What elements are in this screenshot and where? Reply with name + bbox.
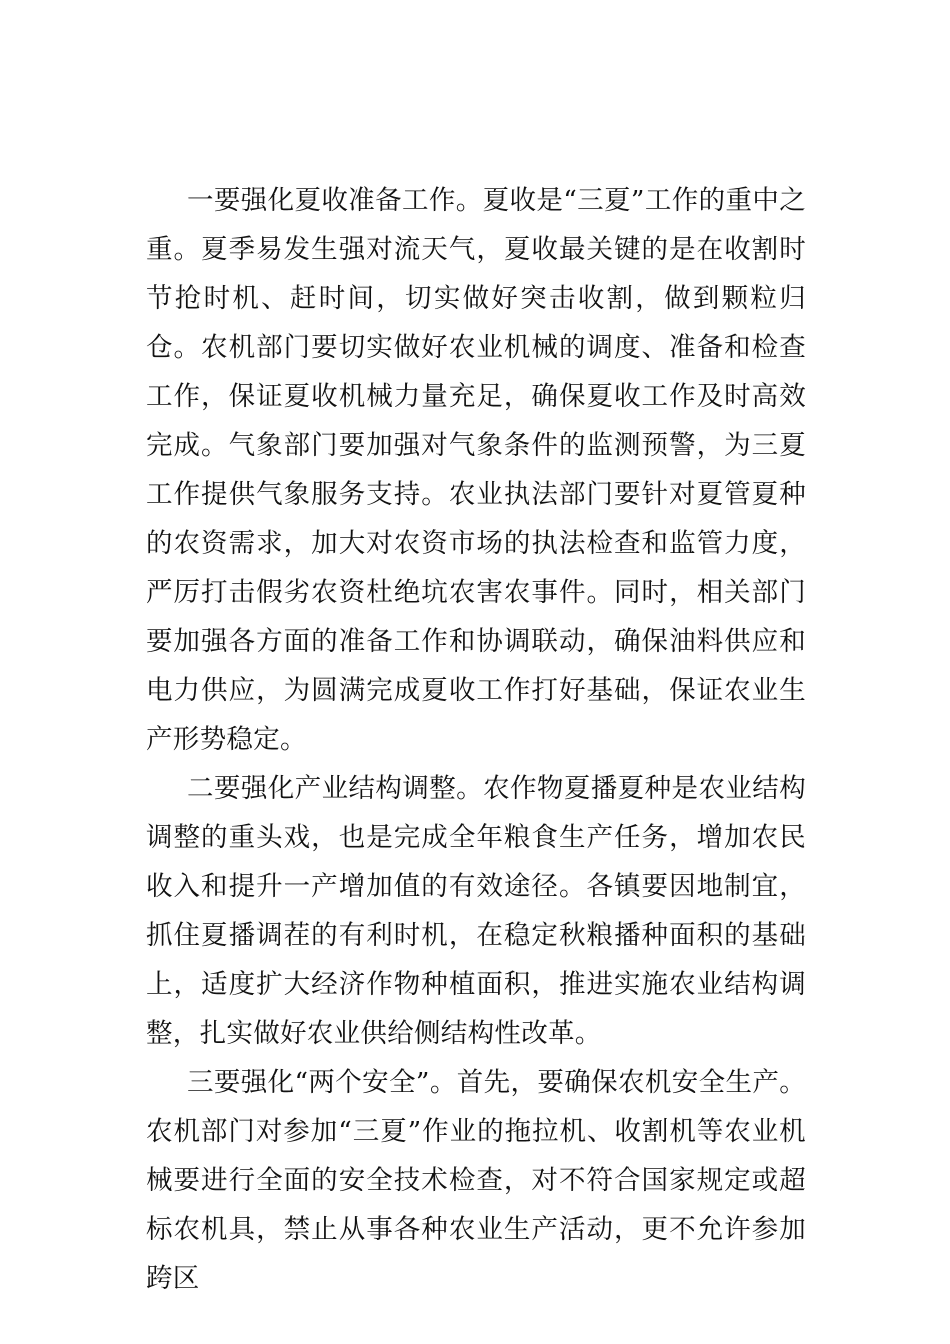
document-body [146,176,806,1303]
paragraph-2: 二要强化产业结构调整。农作物夏播夏种是农业结构调整的重头戏，也是完成全年粮食生产任务，增加农民收入和提升一产增加值的有效途径。各镇要因地制宜，抓住夏播调茬的有利时机，在稳定秋粮播种面积的基础上，适度扩大经济作物种植面积，推进实施农业结构调整，扎实做好农业供给侧结构性改革。 [146,773,806,1049]
paragraph-1: 一要强化夏收准备工作。夏收是“三夏”工作的重中之重。夏季易发生强对流天气，夏收最关键的是在收割时节抢时机、赶时间，切实做好突击收割，做到颗粒归仓。农机部门要切实做好农业机械的调度、准备和检查工作，保证夏收机械力量充足，确保夏收工作及时高效完成。气象部门要加强对气象条件的监测预警，为三夏工作提供气象服务支持。农业执法部门要针对夏管夏种的农资需求，加大对农资市场的执法检查和监管力度，严厉打击假劣农资杜绝坑农害农事件。同时，相关部门要加强各方面的准备工作和协调联动，确保油料供应和电力供应，为圆满完成夏收工作打好基础，保证农业生产形势稳定。 [146,185,806,755]
paragraph-3: 三要强化“两个安全”。首先，要确保农机安全生产。农机部门对参加“三夏”作业的拖拉机、收割机等农业机械要进行全面的安全技术检查，对不符合国家规定或超标农机具，禁止从事各种农业生产活动，更不允许参加跨区 [146,1067,806,1294]
